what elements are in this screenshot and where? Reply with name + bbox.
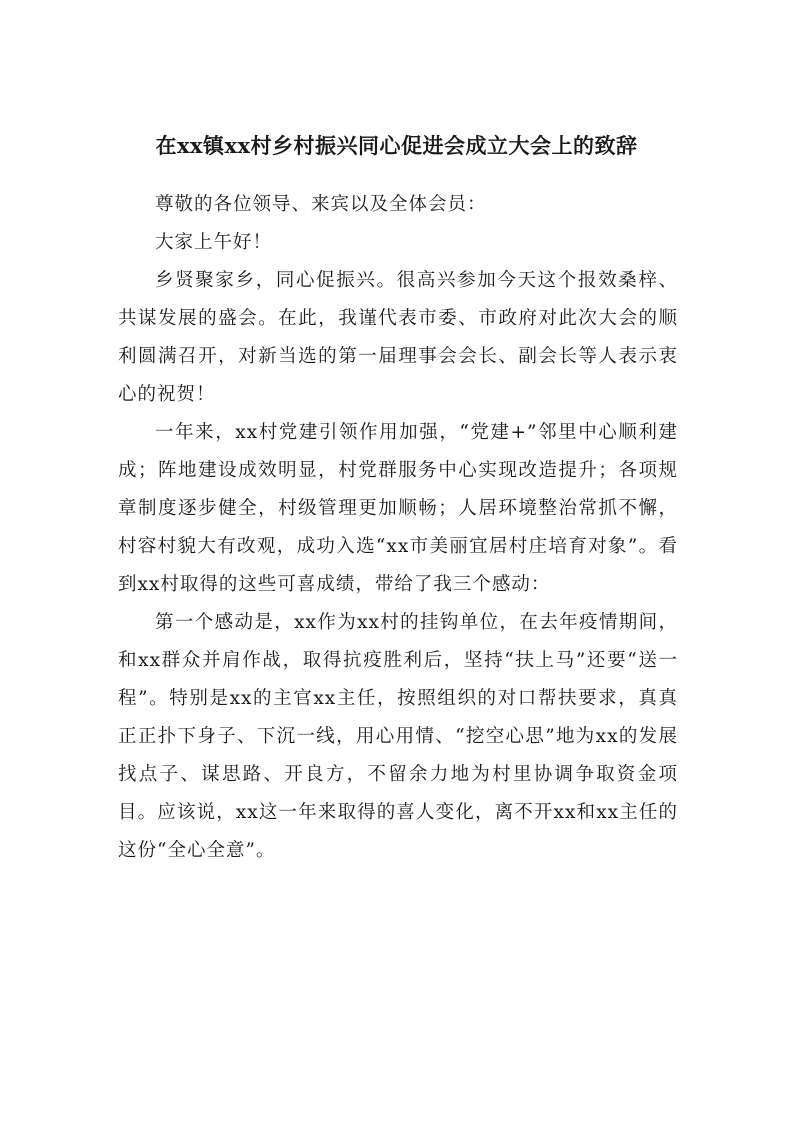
- greeting-paragraph: 大家上午好！: [155, 232, 273, 253]
- document-body: [118, 186, 678, 870]
- document-title: 在xx镇xx村乡村振兴同心促进会成立大会上的致辞: [155, 133, 638, 158]
- salutation-paragraph: 尊敬的各位领导、来宾以及全体会员：: [155, 194, 487, 215]
- body-paragraph: 一年来，xx村党建引领作用加强，“党建+”邻里中心顺利建成；阵地建设成效明显，村党群服务中心实现改造提升；各项规章制度逐步健全，村级管理更加顺畅；人居环境整治常抓不懈，村容村貌大有改观，成功入选“xx市美丽宜居村庄培育对象”。看到xx村取得的这些可喜成绩，带给了我三个感动：: [118, 422, 678, 595]
- body-paragraph: 乡贤聚家乡，同心促振兴。很高兴参加今天这个报效桑梓、共谋发展的盛会。在此，我谨代表市委、市政府对此次大会的顺利圆满召开，对新当选的第一届理事会会长、副会长等人表示衷心的祝贺！: [118, 270, 678, 405]
- body-paragraph: 第一个感动是，xx作为xx村的挂钩单位，在去年疫情期间，和xx群众并肩作战，取得抗疫胜利后，坚持“扶上马”还要“送一程”。特别是xx的主官xx主任，按照组织的对口帮扶要求，真真正正扑下身子、下沉一线，用心用情、“挖空心思”地为xx的发展找点子、谋思路、开良方，不留余力地为村里协调争取资金项目。应该说，xx这一年来取得的喜人变化，离不开xx和xx主任的这份“全心全意”。: [118, 612, 678, 861]
